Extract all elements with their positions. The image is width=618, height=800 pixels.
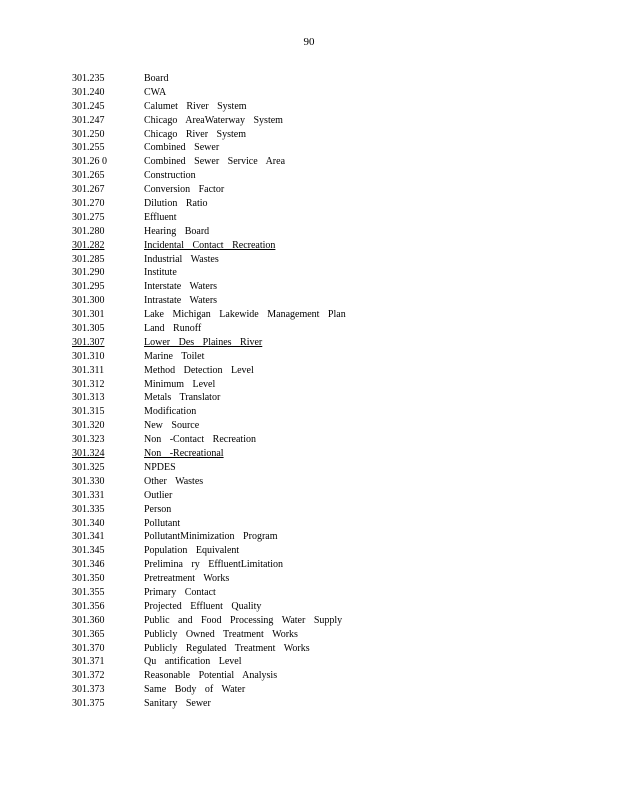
defined-term: Non -Recreational [144, 448, 224, 460]
defined-term: Projected Effluent Quality [144, 600, 262, 612]
list-item [72, 683, 592, 697]
list-item [72, 183, 592, 197]
defined-term: Chicago AreaWaterway System [144, 114, 283, 126]
section-number: 301.305 [72, 323, 105, 335]
list-item [72, 86, 592, 100]
list-item [72, 530, 592, 544]
defined-term: Construction [144, 170, 196, 182]
section-number: 301.370 [72, 642, 105, 654]
defined-term: Board [144, 73, 169, 84]
section-number: 301.375 [72, 698, 105, 710]
list-item [72, 253, 592, 267]
list-item [72, 475, 592, 489]
list-item [72, 447, 592, 461]
list-item [72, 544, 592, 558]
section-number: 301.307 [72, 336, 105, 348]
defined-term: Conversion Factor [144, 184, 225, 196]
list-item [72, 433, 592, 447]
list-item [72, 419, 592, 433]
section-number: 301.345 [72, 545, 105, 557]
defined-term: Incidental Contact Recreation [144, 239, 276, 251]
list-item [72, 600, 592, 614]
defined-term: Metals Translator [144, 392, 221, 404]
section-number: 301.300 [72, 295, 105, 307]
list-item [72, 614, 592, 628]
section-number: 301.346 [72, 559, 105, 571]
list-item [72, 239, 592, 253]
list-item [72, 378, 592, 392]
list-item [72, 169, 592, 183]
section-number: 301.312 [72, 378, 105, 390]
defined-term: Person [144, 503, 172, 515]
section-number: 301.275 [72, 211, 105, 223]
list-item [72, 155, 592, 169]
section-number: 301.295 [72, 281, 105, 293]
section-number: 301.340 [72, 517, 105, 529]
defined-term: Hearing Board [144, 225, 210, 237]
list-item [72, 364, 592, 378]
list-item [72, 322, 592, 336]
list-item [72, 294, 592, 308]
section-number: 301.341 [72, 531, 105, 543]
section-number: 301.250 [72, 128, 105, 140]
section-number: 301.235 [72, 73, 105, 84]
section-number: 301.323 [72, 434, 105, 446]
section-number: 301.371 [72, 656, 105, 668]
defined-term: Primary Contact [144, 586, 216, 598]
list-item [72, 128, 592, 142]
list-item [72, 72, 592, 86]
defined-term: Pollutant [144, 517, 181, 529]
section-number: 301.325 [72, 461, 105, 473]
list-item [72, 586, 592, 600]
section-number: 301.350 [72, 573, 105, 585]
defined-term: Qu antification Level [144, 656, 242, 668]
section-number: 301.330 [72, 475, 105, 487]
defined-term: Reasonable Potential Analysis [144, 670, 278, 682]
section-number: 301.365 [72, 628, 105, 640]
section-number: 301.301 [72, 309, 105, 321]
defined-term: Population Equivalent [144, 545, 240, 557]
defined-term: Prelimina ry EffluentLimitation [144, 559, 284, 571]
list-item [72, 697, 592, 711]
list-item [72, 642, 592, 656]
list-item [72, 336, 592, 350]
list-item [72, 141, 592, 155]
defined-term: Publicly Regulated Treatment Works [144, 642, 310, 654]
defined-term: Pretreatment Works [144, 573, 230, 585]
defined-term: Sanitary Sewer [144, 698, 211, 710]
list-item [72, 489, 592, 503]
defined-term: Interstate Waters [144, 281, 218, 293]
section-number: 301.335 [72, 503, 105, 515]
section-number: 301.315 [72, 406, 105, 418]
defined-term: Minimum Level [144, 378, 216, 390]
list-item [72, 655, 592, 669]
section-number: 301.324 [72, 448, 105, 460]
list-item [72, 669, 592, 683]
defined-term: NPDES [144, 461, 176, 473]
defined-term: Land Runoff [144, 323, 202, 335]
list-item [72, 225, 592, 239]
defined-term: Lower Des Plaines River [144, 336, 263, 348]
list-item [72, 572, 592, 586]
defined-term: Same Body of Water [144, 684, 246, 696]
section-number: 301.311 [72, 364, 105, 376]
defined-term: Effluent [144, 211, 177, 223]
list-item [72, 211, 592, 225]
defined-term: Calumet River System [144, 100, 247, 112]
section-number: 301.255 [72, 142, 105, 154]
section-number: 301.267 [72, 184, 105, 196]
list-item [72, 391, 592, 405]
section-number: 301.356 [72, 600, 105, 612]
defined-term: Other Wastes [144, 475, 204, 487]
defined-term: Intrastate Waters [144, 295, 218, 307]
section-number: 301.247 [72, 114, 105, 126]
section-number: 301.285 [72, 253, 105, 265]
defined-term: New Source [144, 420, 200, 432]
defined-term: Modification [144, 406, 197, 418]
section-number: 301.280 [72, 225, 105, 237]
defined-term: Combined Sewer Service Area [144, 156, 286, 168]
defined-term: Outlier [144, 489, 173, 501]
defined-term: Method Detection Level [144, 364, 254, 376]
section-number: 301.282 [72, 239, 105, 251]
section-number: 301.265 [72, 170, 105, 182]
defined-term: Non -Contact Recreation [144, 434, 256, 446]
section-number: 301.310 [72, 350, 105, 362]
defined-term: Lake Michigan Lakewide Management Plan [144, 309, 346, 321]
list-item [72, 100, 592, 114]
defined-term: PollutantMinimization Program [144, 531, 278, 543]
list-item [72, 266, 592, 280]
defined-term: Public and Food Processing Water Supply [144, 614, 343, 626]
defined-term: Industrial Wastes [144, 253, 219, 265]
defined-term: CWA [144, 86, 167, 98]
list-item [72, 558, 592, 572]
defined-term: Dilution Ratio [144, 198, 208, 210]
section-number: 301.355 [72, 586, 105, 598]
list-item [72, 503, 592, 517]
defined-term: Combined Sewer [144, 142, 220, 154]
defined-term: Marine Toilet [144, 350, 205, 362]
section-number: 301.270 [72, 198, 105, 210]
list-item [72, 350, 592, 364]
section-number: 301.373 [72, 684, 105, 696]
section-number: 301.313 [72, 392, 105, 404]
section-number: 301.360 [72, 614, 105, 626]
list-item [72, 517, 592, 531]
list-item [72, 197, 592, 211]
list-item [72, 280, 592, 294]
section-number: 301.245 [72, 100, 105, 112]
section-number: 301.290 [72, 267, 105, 279]
list-item [72, 628, 592, 642]
list-item [72, 114, 592, 128]
defined-term: Publicly Owned Treatment Works [144, 628, 298, 640]
defined-term: Institute [144, 267, 177, 279]
section-number: 301.240 [72, 86, 105, 98]
section-number: 301.26 0 [72, 156, 107, 168]
list-item [72, 405, 592, 419]
defined-term: Chicago River System [144, 128, 246, 140]
list-item [72, 461, 592, 475]
section-number: 301.372 [72, 670, 105, 682]
definitions-list [72, 72, 592, 711]
section-number: 301.331 [72, 489, 105, 501]
page-number: 90 [303, 36, 315, 48]
section-number: 301.320 [72, 420, 105, 432]
list-item [72, 308, 592, 322]
